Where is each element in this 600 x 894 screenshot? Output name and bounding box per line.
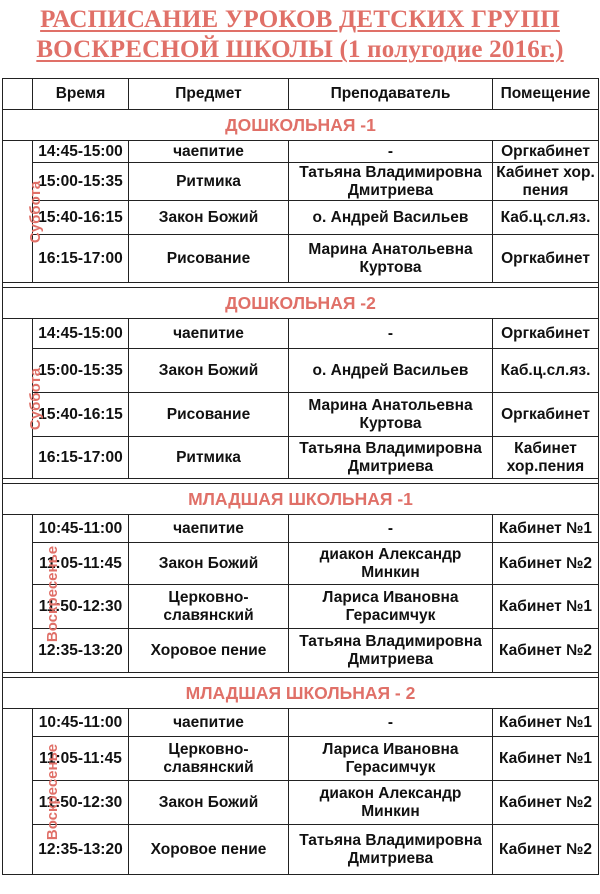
schedule-row	[3, 201, 599, 235]
time-cell: 15:40-16:15	[33, 393, 129, 437]
schedule-row	[3, 437, 599, 479]
room-cell: Кабинет хор.пения	[493, 437, 599, 479]
room-cell: Оргкабинет	[493, 141, 599, 163]
schedule-row	[3, 585, 599, 629]
schedule-row	[3, 163, 599, 201]
subject-cell: Закон Божий	[129, 781, 289, 825]
room-cell: Кабинет хор. пения	[493, 163, 599, 201]
header-room: Помещение	[493, 79, 599, 110]
teacher-cell: -	[289, 709, 493, 737]
room-cell: Кабинет №1	[493, 737, 599, 781]
page-title-line-2: ВОСКРЕСНОЙ ШКОЛЫ (1 полугодие 2016г.)	[36, 36, 564, 63]
teacher-cell: -	[289, 515, 493, 543]
teacher-cell: Татьяна Владимировна Дмитриева	[289, 437, 493, 479]
room-cell: Кабинет №1	[493, 515, 599, 543]
teacher-cell: Татьяна Владимировна Дмитриева	[289, 629, 493, 673]
subject-cell: Хоровое пение	[129, 629, 289, 673]
day-label: Воскресенье	[44, 545, 62, 642]
time-cell: 11:50-12:30	[33, 585, 129, 629]
group-name: ДОШКОЛЬНАЯ -2	[3, 288, 599, 319]
day-label: Воскресенье	[44, 743, 62, 840]
group-name: МЛАДШАЯ ШКОЛЬНАЯ -1	[3, 484, 599, 515]
schedule-row	[3, 141, 599, 163]
header-subject: Предмет	[129, 79, 289, 110]
time-cell: 14:45-15:00	[33, 141, 129, 163]
room-cell: Кабинет №2	[493, 543, 599, 585]
header-teacher: Преподаватель	[289, 79, 493, 110]
subject-cell: чаепитие	[129, 319, 289, 349]
subject-cell: Рисование	[129, 393, 289, 437]
time-cell: 12:35-13:20	[33, 629, 129, 673]
time-cell: 10:45-11:00	[33, 515, 129, 543]
time-cell: 15:40-16:15	[33, 201, 129, 235]
group-name: МЛАДШАЯ ШКОЛЬНАЯ - 2	[3, 678, 599, 709]
teacher-cell: -	[289, 141, 493, 163]
teacher-cell: о. Андрей Васильев	[289, 349, 493, 393]
time-cell: 12:35-13:20	[33, 825, 129, 875]
teacher-cell: Лариса Ивановна Герасимчук	[289, 737, 493, 781]
schedule-row	[3, 393, 599, 437]
schedule-row	[3, 235, 599, 283]
teacher-cell: диакон Александр Минкин	[289, 543, 493, 585]
subject-cell: чаепитие	[129, 709, 289, 737]
room-cell: Кабинет №2	[493, 825, 599, 875]
group-name: ДОШКОЛЬНАЯ -1	[3, 110, 599, 141]
subject-cell: Закон Божий	[129, 349, 289, 393]
room-cell: Оргкабинет	[493, 319, 599, 349]
day-cell	[3, 141, 45, 283]
room-cell: Кабинет №2	[493, 781, 599, 825]
day-label: Суббота	[27, 367, 45, 430]
schedule-row	[3, 737, 599, 781]
day-cell	[3, 709, 62, 875]
subject-cell: Ритмика	[129, 163, 289, 201]
subject-cell: Закон Божий	[129, 201, 289, 235]
schedule-row	[3, 319, 599, 349]
teacher-cell: Лариса Ивановна Герасимчук	[289, 585, 493, 629]
room-cell: Кабинет №1	[493, 709, 599, 737]
group-header-row	[3, 110, 599, 141]
room-cell: Каб.ц.сл.яз.	[493, 349, 599, 393]
subject-cell: чаепитие	[129, 141, 289, 163]
room-cell: Оргкабинет	[493, 235, 599, 283]
room-cell: Кабинет №1	[493, 585, 599, 629]
room-cell: Кабинет №2	[493, 629, 599, 673]
time-cell: 11:50-12:30	[33, 781, 129, 825]
group-header-row	[3, 678, 599, 709]
teacher-cell: Марина Анатольевна Куртова	[289, 393, 493, 437]
schedule-row	[3, 825, 599, 875]
time-cell: 11:05-11:45	[33, 737, 129, 781]
schedule-table	[2, 78, 599, 875]
day-label: Суббота	[27, 180, 45, 243]
time-cell: 15:00-15:35	[33, 349, 129, 393]
header-row	[3, 79, 599, 110]
time-cell: 14:45-15:00	[33, 319, 129, 349]
teacher-cell: Татьяна Владимировна Дмитриева	[289, 163, 493, 201]
time-cell: 16:15-17:00	[33, 235, 129, 283]
time-cell: 11:05-11:45	[33, 543, 129, 585]
schedule-body	[3, 110, 599, 875]
subject-cell: Закон Божий	[129, 543, 289, 585]
page-title-line-1: РАСПИСАНИЕ УРОКОВ ДЕТСКИХ ГРУПП	[40, 6, 560, 33]
schedule-row	[3, 709, 599, 737]
time-cell: 15:00-15:35	[33, 163, 129, 201]
time-cell: 16:15-17:00	[33, 437, 129, 479]
group-header-row	[3, 288, 599, 319]
teacher-cell: -	[289, 319, 493, 349]
teacher-cell: Марина Анатольевна Куртова	[289, 235, 493, 283]
subject-cell: чаепитие	[129, 515, 289, 543]
day-cell	[3, 319, 45, 479]
subject-cell: Церковно-славянский	[129, 737, 289, 781]
subject-cell: Церковно-славянский	[129, 585, 289, 629]
room-cell: Оргкабинет	[493, 393, 599, 437]
time-cell: 10:45-11:00	[33, 709, 129, 737]
subject-cell: Рисование	[129, 235, 289, 283]
header-time: Время	[33, 79, 129, 110]
schedule-row	[3, 349, 599, 393]
schedule-row	[3, 543, 599, 585]
schedule-row	[3, 629, 599, 673]
room-cell: Каб.ц.сл.яз.	[493, 201, 599, 235]
day-cell	[3, 515, 62, 673]
group-header-row	[3, 484, 599, 515]
schedule-row	[3, 781, 599, 825]
header-day	[3, 79, 33, 110]
schedule-row	[3, 515, 599, 543]
teacher-cell: диакон Александр Минкин	[289, 781, 493, 825]
teacher-cell: Татьяна Владимировна Дмитриева	[289, 825, 493, 875]
subject-cell: Хоровое пение	[129, 825, 289, 875]
teacher-cell: о. Андрей Васильев	[289, 201, 493, 235]
subject-cell: Ритмика	[129, 437, 289, 479]
